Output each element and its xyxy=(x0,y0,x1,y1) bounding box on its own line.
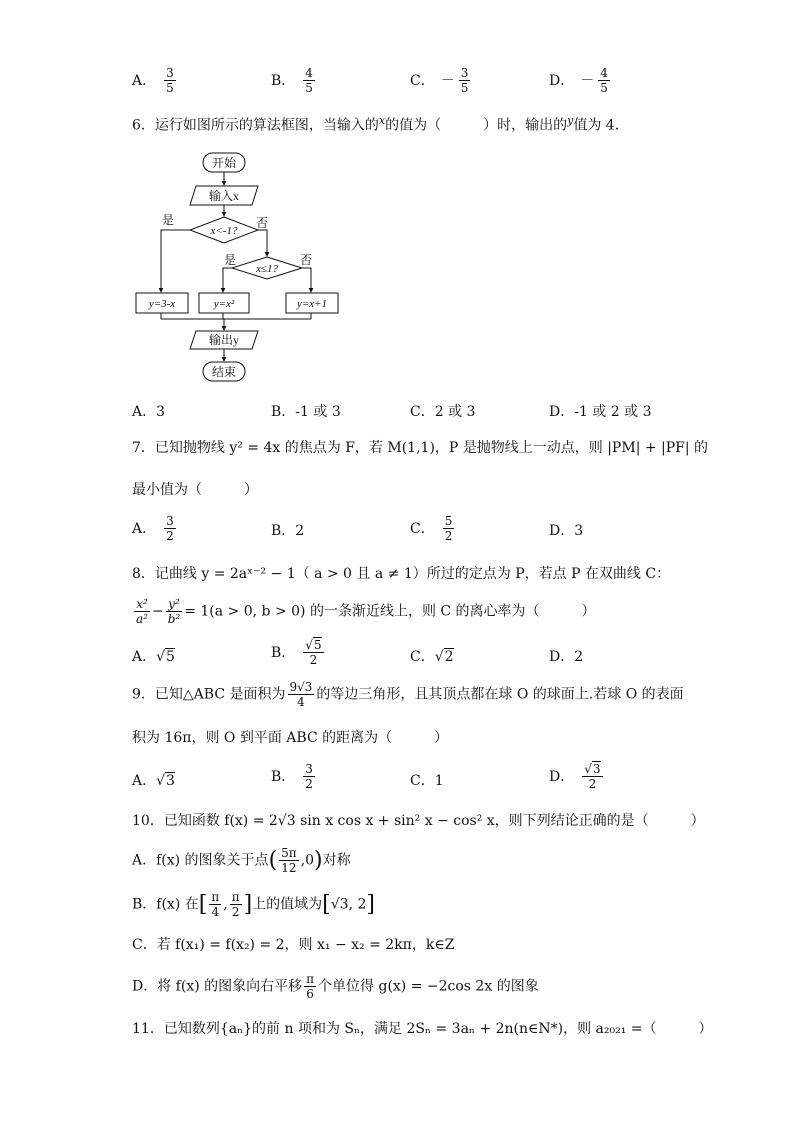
q9-option-b: B． $\frac{3}{2}$ xyxy=(271,762,313,791)
fraction: $\frac{4}{5}$ xyxy=(305,66,313,95)
flow-end-label: 结束 xyxy=(211,365,237,379)
flow-cond1-label: x<-1? xyxy=(210,225,238,237)
q8-stem-line1: 8．记曲线 y = 2aˣ⁻² − 1（ a > 0 且 a ≠ 1）所过的定点为 P，若点 P 在双曲线 C： xyxy=(132,566,671,582)
q6-option-c: C．2 或 3 xyxy=(410,404,476,420)
q5-option-b: B． $\frac{4}{5}$ xyxy=(271,66,313,95)
q10-stem: 10．已知函数 f(x) = 2√3 sin x cos x + sin² x − cos² x，则下列结论正确的是（ ） xyxy=(132,813,705,829)
flow-input-label: 输入x xyxy=(208,189,240,203)
q5-option-c: C． － $\frac{3}{5}$ xyxy=(410,66,469,95)
q6-option-a: A．3 xyxy=(132,404,166,420)
q6-option-d: D．-1 或 2 或 3 xyxy=(549,404,652,420)
q8-option-c: C．√2 xyxy=(410,649,454,665)
q7-option-a: A． $\frac{3}{2}$ xyxy=(132,514,174,543)
q7-option-c: C． $\frac{5}{2}$ xyxy=(410,514,453,543)
q8-option-a: A．√5 xyxy=(132,649,175,665)
flow-box2-label: y=x² xyxy=(213,298,235,310)
q8-stem-line2: $\frac{\text{x²}}{\text{a²}}$ − $\frac{\text{y²}}{\text{b²}}$ = 1(a > 0, b > 0) 的一条渐近线上，则 C 的离心率为（ ） xyxy=(136,597,596,626)
q8-option-d: D．2 xyxy=(549,649,584,665)
q10-option-c: C．若 f(x₁) = f(x₂) = 2，则 x₁ − x₂ = 2kπ，k∈Z xyxy=(132,937,455,953)
q10-option-b: B．f(x) 在[ $\frac{\pi}{4}$ , $\frac{\pi}{2}$ ]上的值域为[√3, 2] xyxy=(132,890,375,919)
q6-option-b: B．-1 或 3 xyxy=(271,404,341,420)
q9-option-d: D． $\frac{√3}{2}$ xyxy=(549,762,601,791)
fraction: $\frac{4}{5}$ xyxy=(600,66,608,95)
q7-option-b: B．2 xyxy=(271,523,305,539)
q5-option-d: D． － $\frac{4}{5}$ xyxy=(549,66,608,95)
q5-option-a: A． $\frac{3}{5}$ xyxy=(132,66,174,95)
q9-stem-line2: 积为 16π，则 O 到平面 ABC 的距离为（ ） xyxy=(132,730,449,746)
flow-box1-label: y=3-x xyxy=(148,298,176,310)
q10-option-a: A．f(x) 的图象关于点( $\frac{5\pi}{12}$ ,0)对称 xyxy=(132,846,351,875)
flow-yes1-label: 是 xyxy=(161,213,175,227)
q7-option-d: D．3 xyxy=(549,523,584,539)
flow-box3-label: y=x+1 xyxy=(296,298,328,310)
q8-option-b: B． $\frac{√5}{2}$ xyxy=(271,638,322,667)
flow-cond2-label: x≤1? xyxy=(256,263,278,275)
flow-output-label: 输出y xyxy=(208,333,240,347)
q9-stem-line1: 9．已知△ABC 是面积为 $\frac{9√3}{4}$ 的等边三角形，且其顶点都在球 O 的球面上.若球 O 的表面 xyxy=(132,680,684,709)
algorithm-flowchart xyxy=(130,148,350,388)
fraction: $\frac{3}{5}$ xyxy=(166,66,174,95)
fraction: $\frac{3}{5}$ xyxy=(460,66,469,95)
q11-stem: 11．已知数列{aₙ}的前 n 项和为 Sₙ，满足 2Sₙ = 3aₙ + 2n(n∈N*)，则 a₂₀₂₁ =（ ） xyxy=(132,1021,713,1037)
flow-start-label: 开始 xyxy=(211,156,237,170)
flow-no1-label: 否 xyxy=(255,216,269,230)
q9-option-c: C．1 xyxy=(410,773,444,789)
q6-stem: 6．运行如图所示的算法框图，当输入的$^x$的值为（ ）时，输出的$^y$值为 4． xyxy=(132,114,629,134)
q10-option-d: D．将 f(x) 的图象向右平移 $\frac{\pi}{6}$ 个单位得 g(x) = −2cos 2x 的图象 xyxy=(132,972,539,1001)
q7-stem-line1: 7．已知抛物线 y² = 4x 的焦点为 F，若 M(1,1)，P 是抛物线上一动点，则 |PM| + |PF| 的 xyxy=(132,440,709,456)
flow-yes2-label: 是 xyxy=(223,253,237,267)
flow-no2-label: 否 xyxy=(299,253,313,267)
q7-stem-line2: 最小值为（ ） xyxy=(132,482,258,498)
q9-option-a: A．√3 xyxy=(132,773,175,789)
